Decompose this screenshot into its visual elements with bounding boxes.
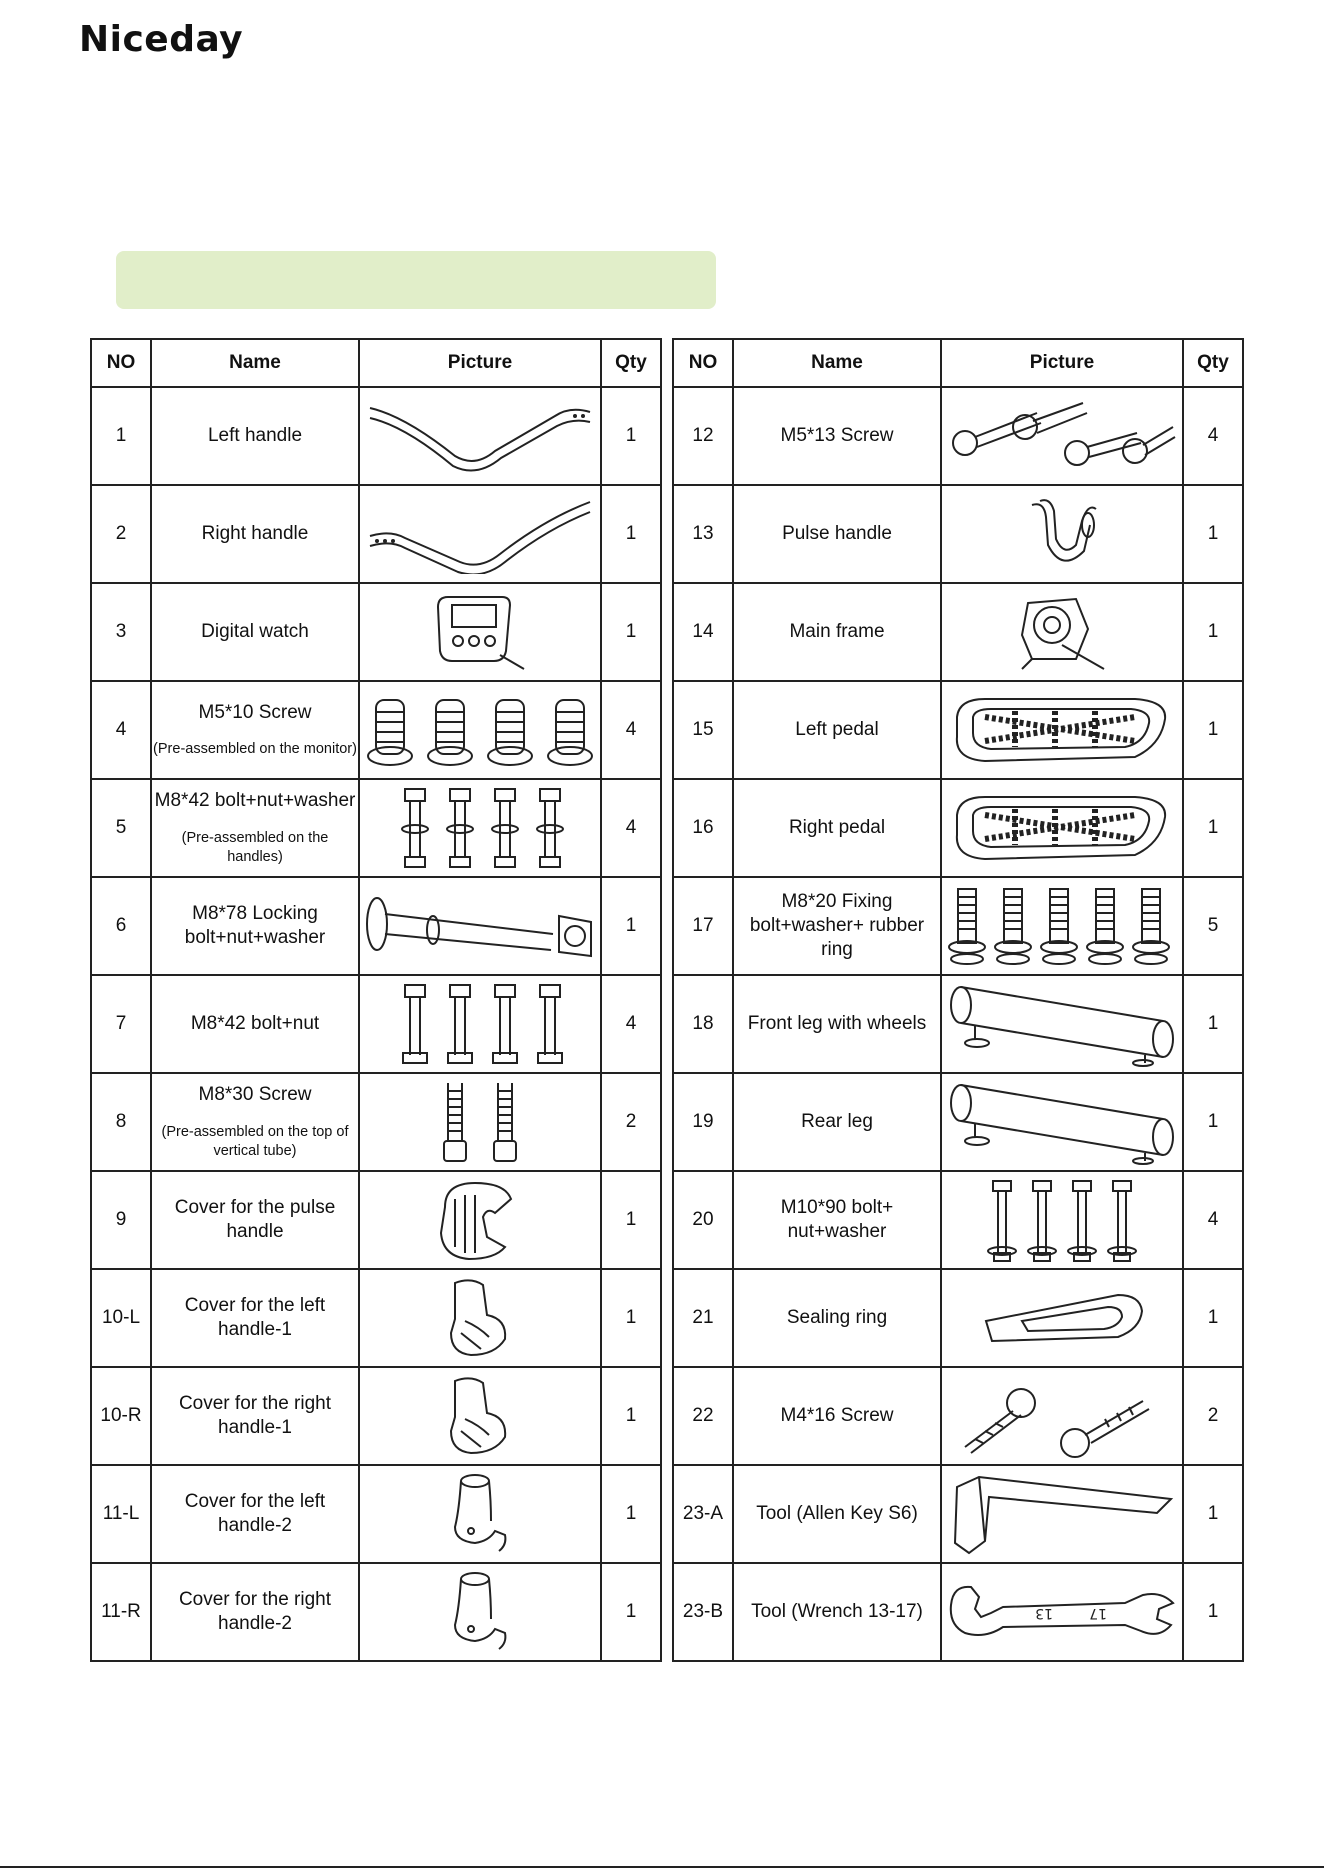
part-name-cell xyxy=(733,1073,941,1171)
part-qty: 2 xyxy=(1183,1367,1243,1465)
part-name-cell xyxy=(151,1367,359,1465)
part-picture xyxy=(941,1367,1183,1465)
part-number: 19 xyxy=(673,1073,733,1171)
part-name: M8*42 bolt+nut xyxy=(190,1013,320,1035)
part-picture xyxy=(359,1465,601,1563)
part-name-cell xyxy=(733,387,941,485)
part-row xyxy=(91,779,661,877)
part-qty: 1 xyxy=(601,1465,661,1563)
part-number: 14 xyxy=(673,583,733,681)
part-qty: 1 xyxy=(601,1367,661,1465)
part-picture xyxy=(941,485,1183,583)
part-name-cell xyxy=(733,1171,941,1269)
locking-bolt-icon xyxy=(360,886,600,966)
part-picture xyxy=(359,1269,601,1367)
part-number: 2 xyxy=(91,485,151,583)
part-note: (Pre-assembled on the top of vertical tube) xyxy=(161,1124,349,1159)
part-picture xyxy=(941,779,1183,877)
header-no: NO xyxy=(91,339,151,387)
part-picture xyxy=(941,1563,1183,1661)
handle-cover-icon xyxy=(360,1373,600,1459)
part-row xyxy=(673,877,1243,975)
part-qty: 4 xyxy=(1183,387,1243,485)
part-number: 11-L xyxy=(91,1465,151,1563)
part-name: M8*20 Fixing bolt+washer+ rubber ring xyxy=(749,891,925,960)
part-name: M8*30 Screw xyxy=(198,1084,312,1106)
part-picture xyxy=(941,877,1183,975)
part-name: M8*78 Locking bolt+nut+washer xyxy=(184,903,326,948)
part-name-cell xyxy=(151,1269,359,1367)
digital-watch-icon xyxy=(360,589,600,675)
part-number: 4 xyxy=(91,681,151,779)
part-row xyxy=(91,1171,661,1269)
part-picture xyxy=(941,1465,1183,1563)
part-name: Main frame xyxy=(789,621,885,643)
screw-icon xyxy=(360,690,600,770)
wrench-mark-13: 13 xyxy=(1035,1605,1053,1621)
bolt-nut-icon xyxy=(360,981,600,1067)
header-picture: Picture xyxy=(941,339,1183,387)
part-qty: 1 xyxy=(601,1269,661,1367)
part-qty: 1 xyxy=(1183,1563,1243,1661)
wood-screw-icon xyxy=(942,1373,1182,1459)
part-name: Left pedal xyxy=(795,719,879,741)
bolt-nut-washer-icon xyxy=(360,785,600,871)
part-note: (Pre-assembled on the handles) xyxy=(181,830,329,865)
part-row xyxy=(91,387,661,485)
header-qty: Qty xyxy=(1183,339,1243,387)
socket-screw-icon xyxy=(360,1079,600,1165)
part-name-cell xyxy=(733,975,941,1073)
part-row xyxy=(91,1367,661,1465)
part-name-cell xyxy=(733,1367,941,1465)
part-qty: 4 xyxy=(1183,1171,1243,1269)
part-name-cell xyxy=(733,485,941,583)
part-picture xyxy=(941,1171,1183,1269)
part-name-cell xyxy=(733,877,941,975)
part-row xyxy=(673,1171,1243,1269)
part-name: M5*10 Screw xyxy=(198,701,312,723)
part-number: 5 xyxy=(91,779,151,877)
part-qty: 1 xyxy=(601,583,661,681)
part-name: Cover for the right handle-2 xyxy=(178,1589,332,1634)
part-name: M4*16 Screw xyxy=(780,1405,894,1427)
part-name: Cover for the left handle-2 xyxy=(184,1491,326,1536)
part-name: Rear leg xyxy=(801,1111,873,1133)
header-name: Name xyxy=(151,339,359,387)
part-number: 15 xyxy=(673,681,733,779)
part-name: Right pedal xyxy=(788,817,886,839)
right-handle-icon xyxy=(360,494,600,574)
pedal-icon xyxy=(942,785,1182,871)
part-picture xyxy=(359,1073,601,1171)
part-name: Tool (Allen Key S6) xyxy=(756,1503,918,1525)
part-picture xyxy=(359,1367,601,1465)
table-header-row xyxy=(91,339,661,387)
part-name-cell xyxy=(733,1269,941,1367)
part-qty: 2 xyxy=(601,1073,661,1171)
part-qty: 4 xyxy=(601,779,661,877)
parts-table-left xyxy=(90,338,662,1662)
part-picture xyxy=(359,387,601,485)
part-qty: 1 xyxy=(1183,681,1243,779)
part-name-cell xyxy=(151,1171,359,1269)
part-qty: 4 xyxy=(601,681,661,779)
part-row xyxy=(91,1073,661,1171)
part-qty: 5 xyxy=(1183,877,1243,975)
part-picture xyxy=(359,583,601,681)
part-name-cell xyxy=(151,1073,359,1171)
part-name: Tool (Wrench 13-17) xyxy=(751,1601,923,1623)
part-picture xyxy=(359,681,601,779)
part-number: 13 xyxy=(673,485,733,583)
part-row xyxy=(91,975,661,1073)
part-qty: 1 xyxy=(601,877,661,975)
part-row xyxy=(673,387,1243,485)
section-banner xyxy=(116,251,716,309)
left-handle-icon xyxy=(360,396,600,476)
part-name: Digital watch xyxy=(201,621,309,643)
allen-key-icon xyxy=(942,1471,1182,1557)
part-picture xyxy=(941,583,1183,681)
part-qty: 1 xyxy=(601,1563,661,1661)
part-row xyxy=(673,1269,1243,1367)
wrench-mark-17: 17 xyxy=(1089,1605,1107,1621)
part-name-cell xyxy=(151,681,359,779)
part-number: 11-R xyxy=(91,1563,151,1661)
part-name: Front leg with wheels xyxy=(747,1013,927,1035)
leg-tube-icon xyxy=(942,981,1182,1067)
part-name-cell xyxy=(733,681,941,779)
part-picture xyxy=(359,1563,601,1661)
part-number: 9 xyxy=(91,1171,151,1269)
part-qty: 1 xyxy=(1183,1269,1243,1367)
part-note: (Pre-assembled on the monitor) xyxy=(153,741,357,758)
header-name: Name xyxy=(733,339,941,387)
part-name: Sealing ring xyxy=(786,1307,888,1329)
part-number: 10-R xyxy=(91,1367,151,1465)
part-qty: 4 xyxy=(601,975,661,1073)
part-number: 1 xyxy=(91,387,151,485)
part-name: M5*13 Screw xyxy=(780,425,894,447)
brand-logo: Niceday xyxy=(79,19,244,60)
handle-cover-2-icon xyxy=(360,1569,600,1655)
part-number: 3 xyxy=(91,583,151,681)
part-picture xyxy=(359,1171,601,1269)
handle-cover-2-icon xyxy=(360,1471,600,1557)
part-number: 21 xyxy=(673,1269,733,1367)
part-name: Cover for the right handle-1 xyxy=(178,1393,332,1438)
part-qty: 1 xyxy=(601,1171,661,1269)
handle-cover-icon xyxy=(360,1275,600,1361)
part-row xyxy=(673,583,1243,681)
part-row xyxy=(673,1367,1243,1465)
long-bolt-icon xyxy=(942,1177,1182,1263)
header-picture: Picture xyxy=(359,339,601,387)
part-number: 16 xyxy=(673,779,733,877)
part-row xyxy=(91,1269,661,1367)
part-number: 18 xyxy=(673,975,733,1073)
part-number: 7 xyxy=(91,975,151,1073)
sealing-ring-icon xyxy=(942,1275,1182,1361)
header-qty: Qty xyxy=(601,339,661,387)
part-name-cell xyxy=(733,1465,941,1563)
part-row xyxy=(673,779,1243,877)
part-name-cell xyxy=(733,1563,941,1661)
part-number: 6 xyxy=(91,877,151,975)
part-row xyxy=(673,485,1243,583)
part-name-cell xyxy=(733,583,941,681)
part-number: 8 xyxy=(91,1073,151,1171)
part-name-cell xyxy=(151,1465,359,1563)
part-qty: 1 xyxy=(1183,1465,1243,1563)
wrench-icon xyxy=(942,1569,1182,1655)
part-qty: 1 xyxy=(1183,583,1243,681)
part-picture xyxy=(359,779,601,877)
part-picture xyxy=(941,1269,1183,1367)
part-picture xyxy=(941,387,1183,485)
main-frame-icon xyxy=(942,589,1182,675)
part-number: 17 xyxy=(673,877,733,975)
part-row xyxy=(91,681,661,779)
part-number: 12 xyxy=(673,387,733,485)
part-name-cell xyxy=(151,877,359,975)
part-picture xyxy=(941,681,1183,779)
part-qty: 1 xyxy=(601,485,661,583)
pedal-icon xyxy=(942,687,1182,773)
part-row xyxy=(91,1563,661,1661)
part-row xyxy=(673,1073,1243,1171)
parts-table-right xyxy=(672,338,1244,1662)
part-number: 23-B xyxy=(673,1563,733,1661)
header-no: NO xyxy=(673,339,733,387)
part-picture xyxy=(359,485,601,583)
part-picture xyxy=(941,975,1183,1073)
leg-tube-icon xyxy=(942,1079,1182,1165)
part-number: 22 xyxy=(673,1367,733,1465)
part-name: Right handle xyxy=(201,523,309,545)
part-number: 23-A xyxy=(673,1465,733,1563)
part-qty: 1 xyxy=(1183,975,1243,1073)
pulse-handle-icon xyxy=(942,491,1182,577)
part-name-cell xyxy=(151,485,359,583)
self-tapping-screw-icon xyxy=(942,393,1182,479)
part-qty: 1 xyxy=(1183,1073,1243,1171)
part-qty: 1 xyxy=(1183,485,1243,583)
part-picture xyxy=(941,1073,1183,1171)
part-name-cell xyxy=(151,975,359,1073)
part-name: Cover for the left handle-1 xyxy=(184,1295,326,1340)
fixing-bolt-icon xyxy=(942,883,1182,969)
part-name: M10*90 bolt+ nut+washer xyxy=(780,1197,894,1242)
part-row xyxy=(673,975,1243,1073)
part-name-cell xyxy=(151,1563,359,1661)
part-picture xyxy=(359,975,601,1073)
part-name: Cover for the pulse handle xyxy=(174,1197,336,1242)
part-row xyxy=(91,877,661,975)
part-qty: 1 xyxy=(1183,779,1243,877)
part-picture xyxy=(359,877,601,975)
part-number: 20 xyxy=(673,1171,733,1269)
part-row xyxy=(91,1465,661,1563)
part-name-cell xyxy=(151,779,359,877)
part-row xyxy=(673,1563,1243,1661)
part-row xyxy=(91,583,661,681)
part-name: Pulse handle xyxy=(782,523,892,545)
footer-rule xyxy=(0,1866,1324,1868)
part-name-cell xyxy=(151,387,359,485)
part-row xyxy=(673,1465,1243,1563)
part-name-cell xyxy=(151,583,359,681)
part-number: 10-L xyxy=(91,1269,151,1367)
part-name: Left handle xyxy=(207,425,303,447)
table-header-row xyxy=(673,339,1243,387)
part-name: M8*42 bolt+nut+washer xyxy=(154,790,356,812)
part-qty: 1 xyxy=(601,387,661,485)
part-row xyxy=(91,485,661,583)
part-row xyxy=(673,681,1243,779)
pulse-handle-cover-icon xyxy=(360,1177,600,1263)
part-name-cell xyxy=(733,779,941,877)
